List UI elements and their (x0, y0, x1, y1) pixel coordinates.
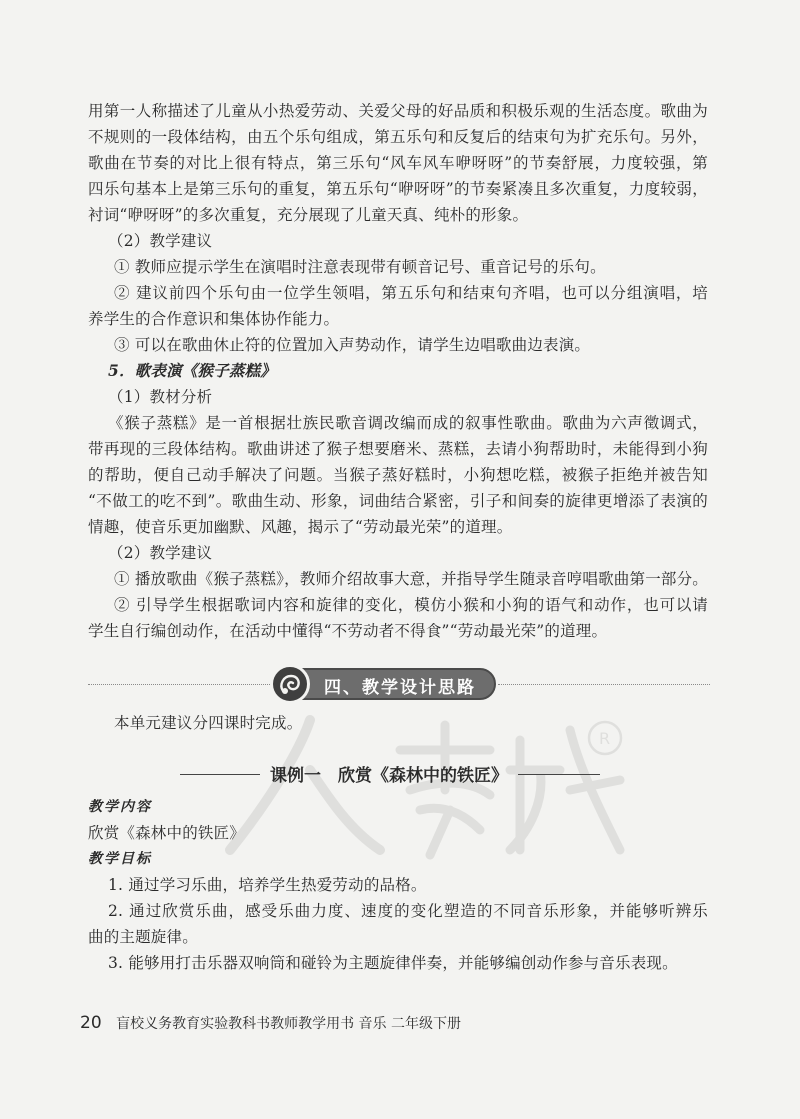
paragraph-line: 用第一人称描述了儿童从小热爱劳动、关爱父母的好品质和积极乐观的生活态度。歌曲为 (88, 102, 708, 120)
subheading: （1）教材分析 (108, 388, 213, 406)
paragraph-line: 的帮助，便自己动手解决了问题。当猴子蒸好糕时，小狗想吃糕，被猴子拒绝并被告知 (88, 466, 708, 484)
subheading: （2）教学建议 (108, 544, 213, 562)
list-item: ① 播放歌曲《猴子蒸糕》，教师介绍故事大意，并指导学生随录音哼唱歌曲第一部分。 (114, 570, 708, 588)
subheading: （2）教学建议 (108, 232, 213, 250)
lesson-content: 欣赏《森林中的铁匠》 (88, 824, 246, 842)
book-title: 盲校义务教育实验教科书教师教学用书 音乐 二年级下册 (116, 1016, 461, 1032)
list-item-continuation: 养学生的合作意识和集体协作能力。 (88, 310, 340, 328)
section-title-pill (274, 668, 496, 700)
list-item: ① 教师应提示学生在演唱时注意表现带有顿音记号、重音记号的乐句。 (114, 258, 606, 276)
dotted-rule-right (498, 684, 710, 685)
title-rule-right (518, 774, 600, 775)
section-title: 四、教学设计思路 (324, 678, 476, 698)
svg-text:R: R (599, 729, 611, 748)
page-number: 20 (80, 1013, 102, 1033)
paragraph-line: 衬词“咿呀呀”的多次重复，充分展现了儿童天真、纯朴的形象。 (88, 206, 529, 224)
list-item: ② 引导学生根据歌词内容和旋律的变化，模仿小猴和小狗的语气和动作，也可以请 (114, 596, 708, 614)
paragraph-line: 不规则的一段体结构，由五个乐句组成，第五乐句和反复后的结束句为扩充乐句。另外， (88, 128, 708, 146)
section-intro: 本单元建议分四课时完成。 (114, 714, 303, 732)
paragraph-line: 四乐句基本上是第三乐句的重复，第五乐句“咿呀呀”的节奏紧凑且多次重复，力度较弱， (88, 180, 708, 198)
paragraph-line: 情趣，使音乐更加幽默、风趣，揭示了“劳动最光荣”的道理。 (88, 518, 513, 536)
goal-item: 3. 能够用打击乐器双响筒和碰铃为主题旋律伴奏，并能够编创动作参与音乐表现。 (108, 954, 678, 972)
paragraph-line: 带再现的三段体结构。歌曲讲述了猴子想要磨米、蒸糕，去请小狗帮助时，未能得到小狗 (88, 440, 708, 458)
paragraph-line: 歌曲在节奏的对比上很有特点，第三乐句“风车风车咿呀呀”的节奏舒展，力度较强，第 (88, 154, 708, 172)
goal-item: 1. 通过学习乐曲，培养学生热爱劳动的品格。 (108, 876, 427, 894)
page-footer (80, 1013, 461, 1033)
lesson-title-row (180, 760, 600, 788)
section-heading: 5．歌表演《猴子蒸糕》 (108, 361, 276, 380)
section-banner (88, 662, 710, 706)
title-rule-left (180, 774, 260, 775)
lesson-title: 课例一 欣赏《森林中的铁匠》 (270, 766, 508, 786)
note-emblem-icon (270, 664, 310, 704)
list-item: ③ 可以在歌曲休止符的位置加入声势动作，请学生边唱歌曲边表演。 (114, 336, 591, 354)
goal-item-continuation: 曲的主题旋律。 (88, 928, 198, 946)
paragraph-line: “不做工的吃不到”。歌曲生动、形象，词曲结合紧密，引子和间奏的旋律更增添了表演的 (88, 492, 708, 510)
goals-heading: 教学目标 (88, 851, 152, 867)
content-heading: 教学内容 (88, 799, 152, 815)
dotted-rule-left (88, 684, 272, 685)
list-item-continuation: 学生自行编创动作，在活动中懂得“不劳动者不得食”“劳动最光荣”的道理。 (88, 622, 608, 640)
list-item: ② 建议前四个乐句由一位学生领唱，第五乐句和结束句齐唱，也可以分组演唱，培 (114, 284, 708, 302)
goal-item: 2. 通过欣赏乐曲，感受乐曲力度、速度的变化塑造的不同音乐形象，并能够听辨乐 (108, 902, 708, 920)
paragraph-line: 《猴子蒸糕》是一首根据壮族民歌音调改编而成的叙事性歌曲。歌曲为六声徵调式， (108, 414, 708, 432)
